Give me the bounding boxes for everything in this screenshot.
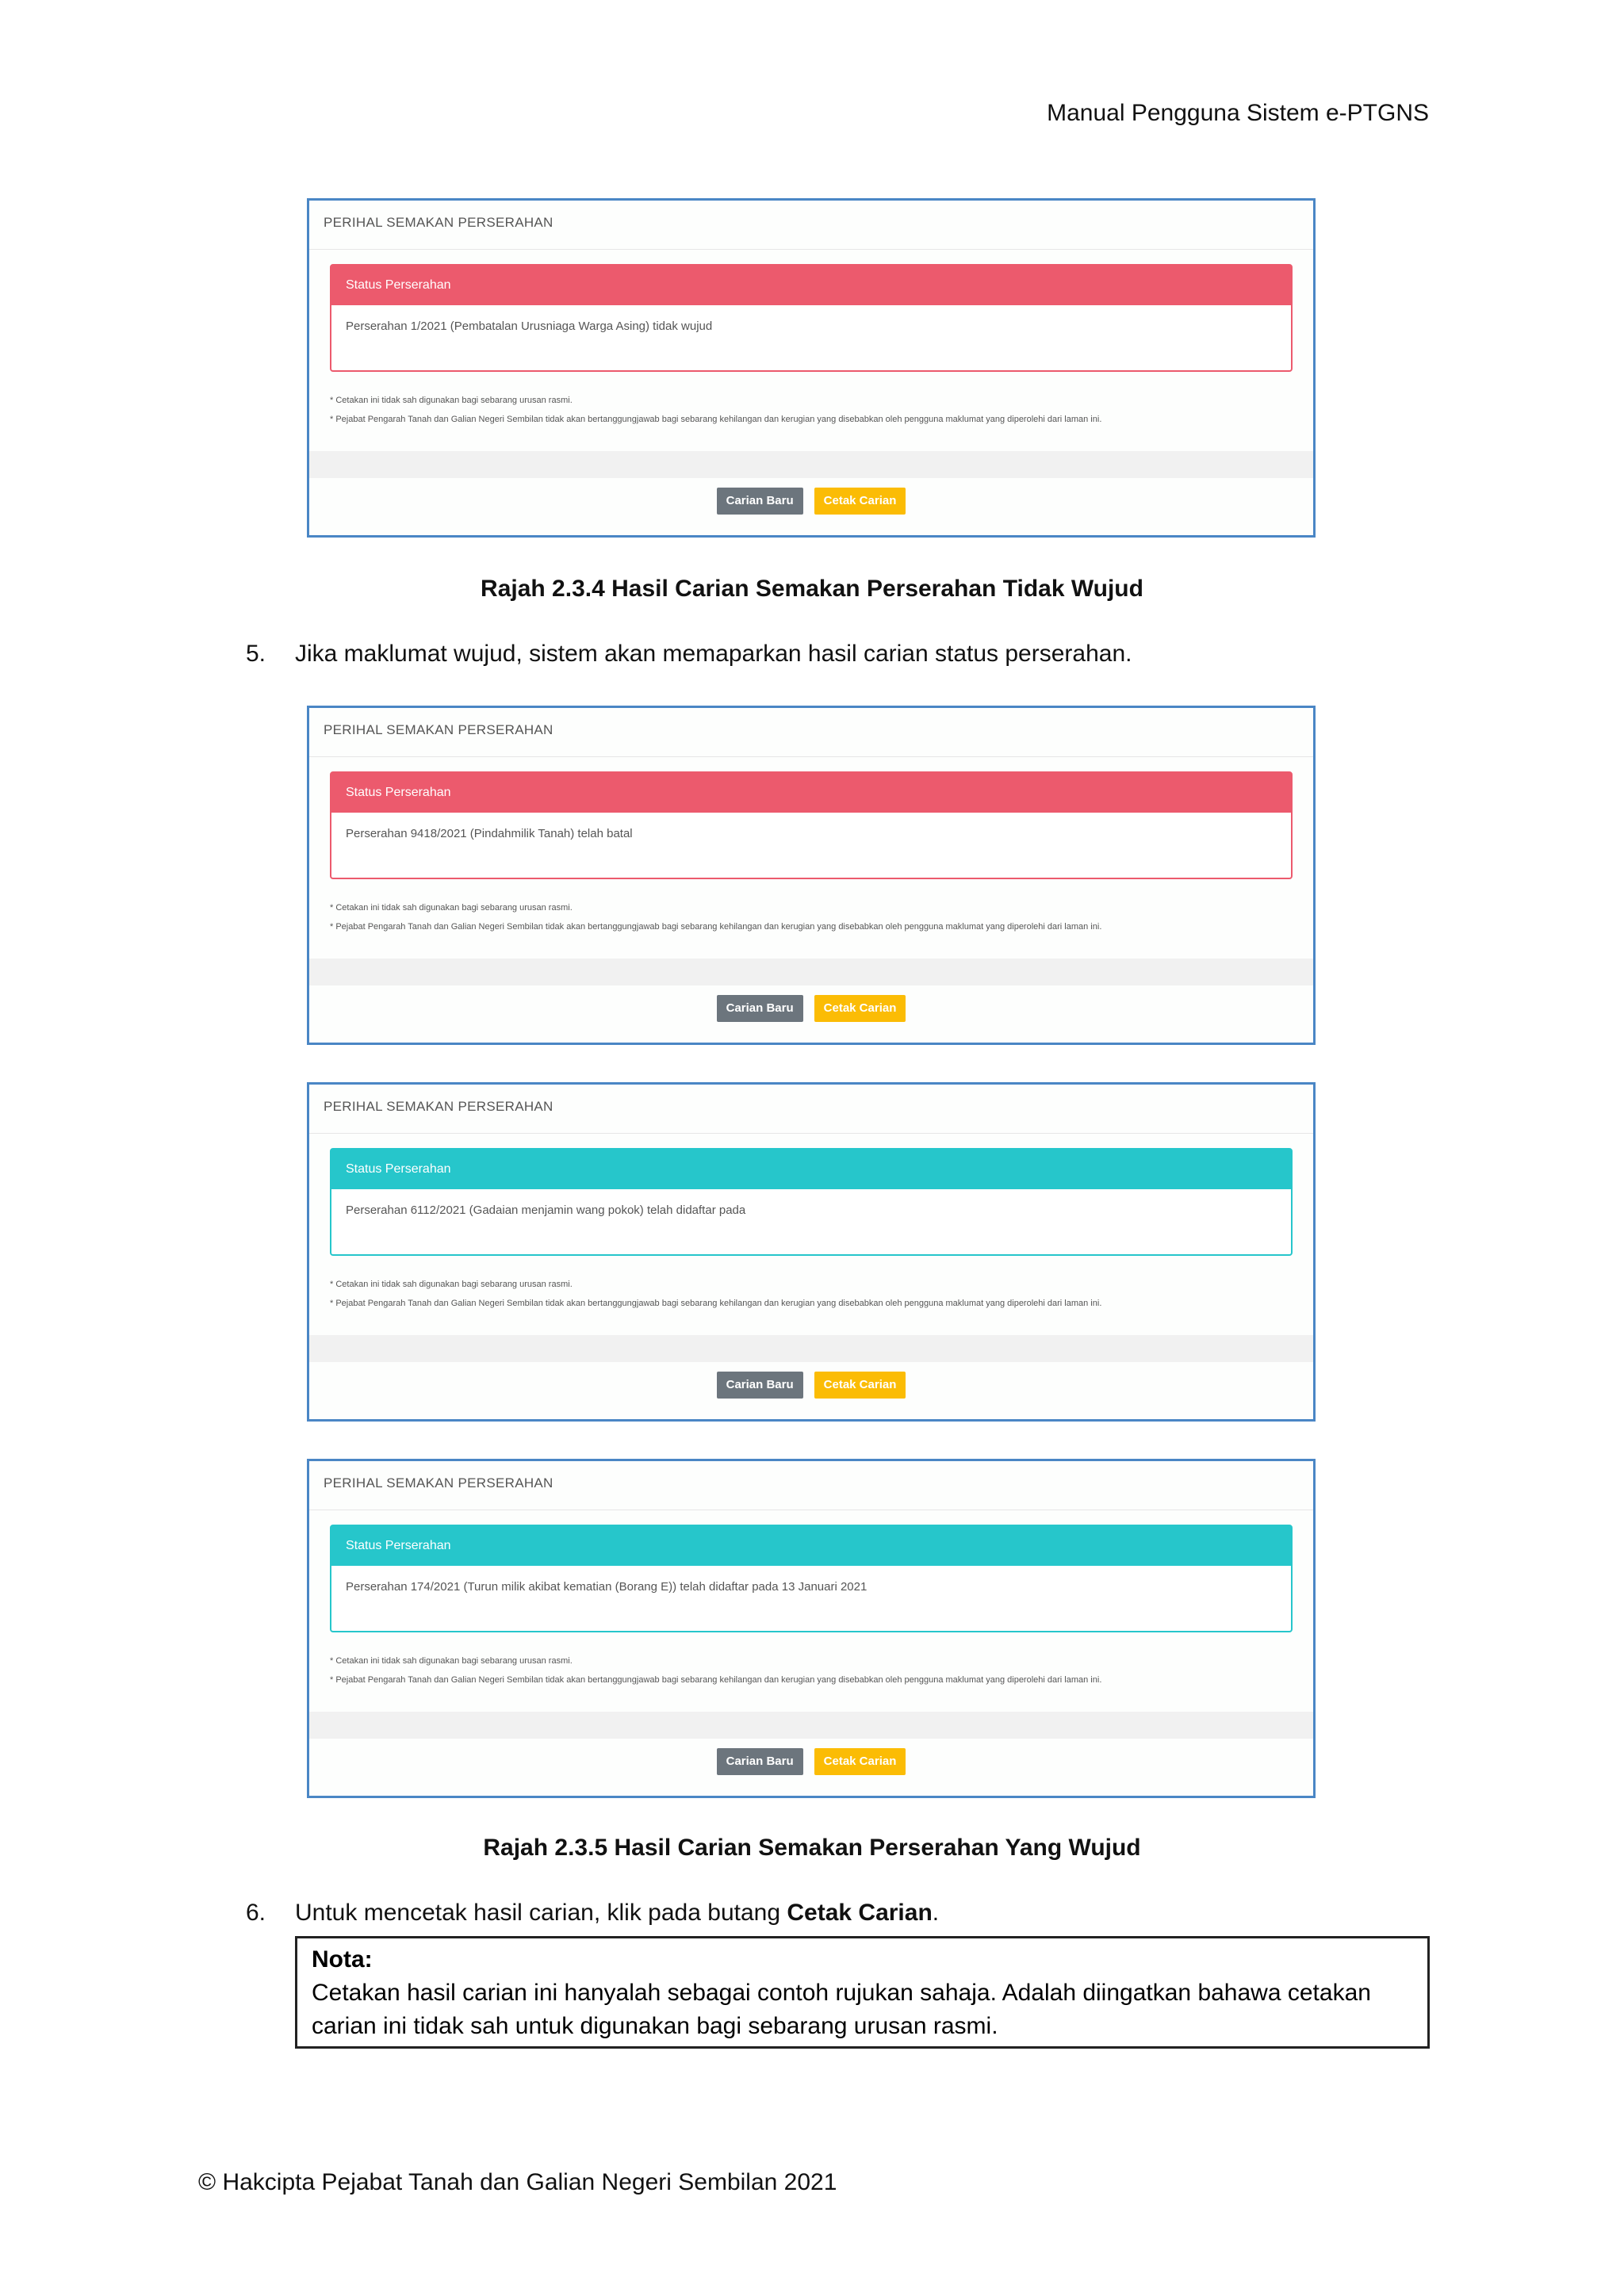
print-search-button[interactable]: Cetak Carian (814, 488, 906, 515)
panel-divider (309, 756, 1313, 757)
disclaimer-note-2: * Pejabat Pengarah Tanah dan Galian Negeri Sembilan tidak akan bertanggungjawab bagi sebarang kehilangan dan kerugian yang disebabkan oleh pengguna maklumat yang diperolehi dari laman ini. (330, 1299, 1102, 1308)
footer-band (309, 1712, 1313, 1739)
print-search-button[interactable]: Cetak Carian (814, 1372, 906, 1399)
disclaimer-note-1: * Cetakan ini tidak sah digunakan bagi sebarang urusan rasmi. (330, 1656, 573, 1666)
step-text-before: Untuk mencetak hasil carian, klik pada butang (295, 1900, 787, 1926)
disclaimer-notes (330, 898, 1101, 936)
button-row (309, 1748, 1313, 1775)
status-card-header: Status Perserahan (331, 1526, 1291, 1566)
disclaimer-note-2: * Pejabat Pengarah Tanah dan Galian Negeri Sembilan tidak akan bertanggungjawab bagi sebarang kehilangan dan kerugian yang disebabkan oleh pengguna maklumat yang diperolehi dari laman ini. (330, 415, 1102, 424)
panel-divider (309, 249, 1313, 250)
footer-band (309, 1335, 1313, 1362)
disclaimer-note-1: * Cetakan ini tidak sah digunakan bagi sebarang urusan rasmi. (330, 396, 573, 405)
button-row (309, 488, 1313, 515)
note-box (295, 1936, 1430, 2049)
print-search-button[interactable]: Cetak Carian (814, 1748, 906, 1775)
status-card-header: Status Perserahan (331, 1150, 1291, 1189)
step-number: 6. (246, 1900, 266, 1926)
footer-band (309, 451, 1313, 478)
status-card (330, 771, 1293, 879)
new-search-button[interactable]: Carian Baru (717, 1372, 803, 1399)
status-card-header: Status Perserahan (331, 266, 1291, 305)
status-card (330, 1148, 1293, 1256)
panel-title: PERIHAL SEMAKAN PERSERAHAN (324, 1099, 553, 1114)
footer-band (309, 959, 1313, 985)
note-title: Nota: (312, 1946, 373, 1973)
disclaimer-notes (330, 1275, 1101, 1313)
screenshot-panel-1 (307, 198, 1316, 538)
screenshot-panel-2 (307, 706, 1316, 1045)
print-search-button[interactable]: Cetak Carian (814, 995, 906, 1022)
document-header-title: Manual Pengguna Sistem e-PTGNS (1047, 100, 1429, 126)
figure-caption-2-3-4: Rajah 2.3.4 Hasil Carian Semakan Perserahan Tidak Wujud (481, 576, 1143, 602)
disclaimer-note-1: * Cetakan ini tidak sah digunakan bagi sebarang urusan rasmi. (330, 903, 573, 913)
copyright-footer: © Hakcipta Pejabat Tanah dan Galian Negeri Sembilan 2021 (198, 2169, 837, 2195)
panel-title: PERIHAL SEMAKAN PERSERAHAN (324, 215, 553, 230)
step-5 (246, 641, 1132, 668)
status-message: Perserahan 1/2021 (Pembatalan Urusniaga Warga Asing) tidak wujud (346, 320, 713, 333)
figure-caption-2-3-5: Rajah 2.3.5 Hasil Carian Semakan Perserahan Yang Wujud (483, 1835, 1141, 1861)
status-card (330, 1525, 1293, 1632)
disclaimer-notes (330, 391, 1101, 429)
disclaimer-notes (330, 1651, 1101, 1689)
button-row (309, 995, 1313, 1022)
disclaimer-note-1: * Cetakan ini tidak sah digunakan bagi sebarang urusan rasmi. (330, 1280, 573, 1289)
screenshot-panel-3 (307, 1082, 1316, 1422)
panel-title: PERIHAL SEMAKAN PERSERAHAN (324, 1475, 553, 1490)
new-search-button[interactable]: Carian Baru (717, 1748, 803, 1775)
disclaimer-note-2: * Pejabat Pengarah Tanah dan Galian Negeri Sembilan tidak akan bertanggungjawab bagi sebarang kehilangan dan kerugian yang disebabkan oleh pengguna maklumat yang diperolehi dari laman ini. (330, 1675, 1102, 1685)
panel-divider (309, 1133, 1313, 1134)
status-message: Perserahan 6112/2021 (Gadaian menjamin wang pokok) telah didaftar pada (346, 1203, 746, 1217)
status-card (330, 264, 1293, 372)
panel-title: PERIHAL SEMAKAN PERSERAHAN (324, 722, 553, 737)
step-text-bold: Cetak Carian (787, 1900, 933, 1926)
step-6 (246, 1900, 939, 1927)
screenshot-panel-4 (307, 1459, 1316, 1798)
new-search-button[interactable]: Carian Baru (717, 995, 803, 1022)
note-text: Cetakan hasil carian ini hanyalah sebagai contoh rujukan sahaja. Adalah diingatkan bahawa cetakan carian ini tidak sah untuk digunakan bagi sebarang urusan rasmi. (312, 1980, 1371, 2039)
step-text-after: . (932, 1900, 940, 1926)
status-message: Perserahan 174/2021 (Turun milik akibat kematian (Borang E)) telah didaftar pada 13 Januari 2021 (346, 1580, 868, 1594)
status-message: Perserahan 9418/2021 (Pindahmilik Tanah) telah batal (346, 827, 633, 840)
status-card-header: Status Perserahan (331, 773, 1291, 813)
disclaimer-note-2: * Pejabat Pengarah Tanah dan Galian Negeri Sembilan tidak akan bertanggungjawab bagi sebarang kehilangan dan kerugian yang disebabkan oleh pengguna maklumat yang diperolehi dari laman ini. (330, 922, 1102, 932)
step-number: 5. (246, 641, 266, 667)
step-text: Jika maklumat wujud, sistem akan memaparkan hasil carian status perserahan. (295, 641, 1132, 667)
new-search-button[interactable]: Carian Baru (717, 488, 803, 515)
button-row (309, 1372, 1313, 1399)
